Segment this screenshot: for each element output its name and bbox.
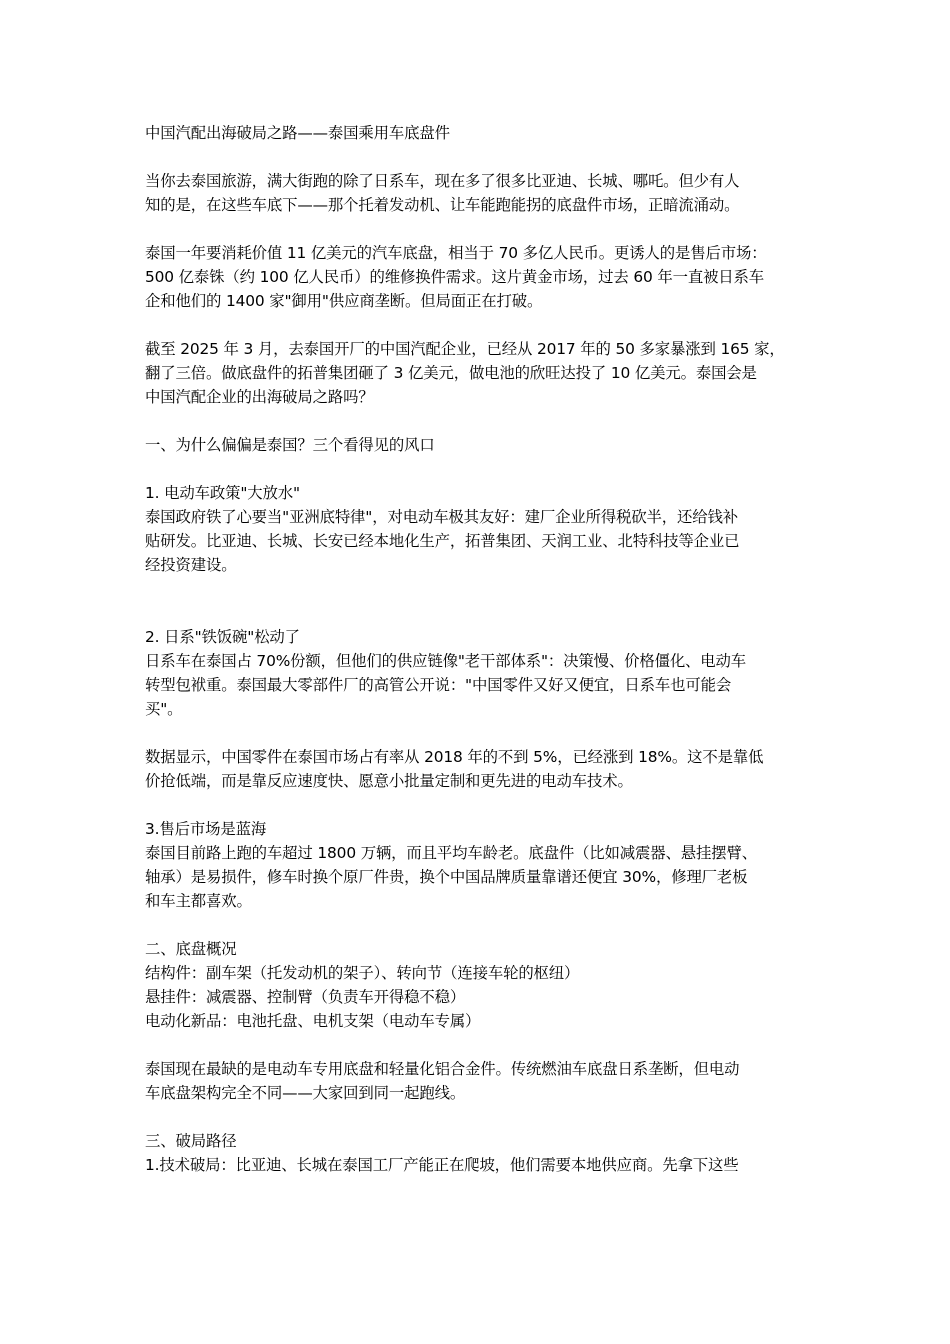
text-line: 截至 2025 年 3 月，去泰国开厂的中国汽配企业，已经从 2017 年的 50 多家暴涨到 165 家，: [145, 340, 785, 358]
section-2-heading: 二、底盘概况: [145, 940, 237, 958]
spacer: [145, 1105, 810, 1129]
section-2-summary: [145, 1057, 810, 1105]
text-line: 中国汽配企业的出海破局之路吗？: [145, 388, 374, 406]
text-line: 泰国目前路上跑的车超过 1800 万辆，而且平均车龄老。底盘件（比如减震器、悬挂摆臂、: [145, 844, 757, 862]
text-line: 泰国一年要消耗价值 11 亿美元的汽车底盘，相当于 70 多亿人民币。更诱人的是售后市场：: [145, 244, 767, 262]
text-line: 价抢低端，而是靠反应速度快、愿意小批量定制和更先进的电动车技术。: [145, 772, 633, 790]
section-3-heading: 三、破局路径: [145, 1132, 237, 1150]
text-line: 轴承）是易损件，修车时换个原厂件贵，换个中国品牌质量靠谱还便宜 30%，修理厂老板: [145, 868, 748, 886]
text-line: 转型包袱重。泰国最大零部件厂的高管公开说："中国零件又好又便宜，日系车也可能会: [145, 676, 732, 694]
document-page: [145, 121, 810, 1177]
spacer: [145, 793, 810, 817]
spacer: [145, 409, 810, 433]
spacer: [145, 217, 810, 241]
text-line: 车底盘架构完全不同——大家回到同一起跑线。: [145, 1084, 466, 1102]
text-line: 500 亿泰铢（约 100 亿人民币）的维修换件需求。这片黄金市场，过去 60 年一直被日系车: [145, 268, 765, 286]
spacer: [145, 577, 810, 625]
text-line: 经投资建设。: [145, 556, 237, 574]
text-line: 当你去泰国旅游，满大街跑的除了日系车，现在多了很多比亚迪、长城、哪吒。但少有人: [145, 172, 740, 190]
text-line: 翻了三倍。做底盘件的拓普集团砸了 3 亿美元，做电池的欣旺达投了 10 亿美元。泰国会是: [145, 364, 757, 382]
point-heading: 1. 电动车政策"大放水": [145, 484, 300, 502]
section-1-point-2-data: [145, 745, 810, 793]
section-1-point-2: [145, 625, 810, 721]
text-line: 泰国现在最缺的是电动车专用底盘和轻量化铝合金件。传统燃油车底盘日系垄断，但电动: [145, 1060, 740, 1078]
text-line: 1.技术破局：比亚迪、长城在泰国工厂产能正在爬坡，他们需要本地供应商。先拿下这些: [145, 1156, 739, 1174]
point-heading: 2. 日系"铁饭碗"松动了: [145, 628, 300, 646]
text-line: 贴研发。比亚迪、长城、长安已经本地化生产，拓普集团、天润工业、北特科技等企业已: [145, 532, 740, 550]
text-line: 日系车在泰国占 70%份额，但他们的供应链像"老干部体系"：决策慢、价格僵化、电动车: [145, 652, 747, 670]
text-line: 知的是，在这些车底下——那个托着发动机、让车能跑能拐的底盘件市场，正暗流涌动。: [145, 196, 740, 214]
document-title: 中国汽配出海破局之路——泰国乘用车底盘件: [145, 124, 450, 142]
spacer: [145, 457, 810, 481]
section-1-heading: 一、为什么偏偏是泰国？三个看得见的风口: [145, 436, 435, 454]
section-1-point-1: [145, 481, 810, 577]
spacer: [145, 721, 810, 745]
spacer: [145, 913, 810, 937]
list-item: 结构件：副车架（托发动机的架子）、转向节（连接车轮的枢纽）: [145, 964, 580, 982]
market-paragraph: [145, 241, 810, 313]
text-line: 企和他们的 1400 家"御用"供应商垄断。但局面正在打破。: [145, 292, 543, 310]
spacer: [145, 313, 810, 337]
list-item: 悬挂件：减震器、控制臂（负责车开得稳不稳）: [145, 988, 466, 1006]
spacer: [145, 145, 810, 169]
list-item: 电动化新品：电池托盘、电机支架（电动车专属）: [145, 1012, 481, 1030]
text-line: 泰国政府铁了心要当"亚洲底特律"，对电动车极其友好：建厂企业所得税砍半，还给钱补: [145, 508, 739, 526]
spacer: [145, 1033, 810, 1057]
text-line: 数据显示，中国零件在泰国市场占有率从 2018 年的不到 5%，已经涨到 18%。这不是靠低: [145, 748, 764, 766]
text-line: 和车主都喜欢。: [145, 892, 252, 910]
intro-paragraph: [145, 169, 810, 217]
section-2: [145, 937, 810, 1033]
section-1-point-3: [145, 817, 810, 913]
point-heading: 3.售后市场是蓝海: [145, 820, 267, 838]
trend-paragraph: [145, 337, 810, 409]
section-3: [145, 1129, 810, 1177]
text-line: 买"。: [145, 700, 183, 718]
